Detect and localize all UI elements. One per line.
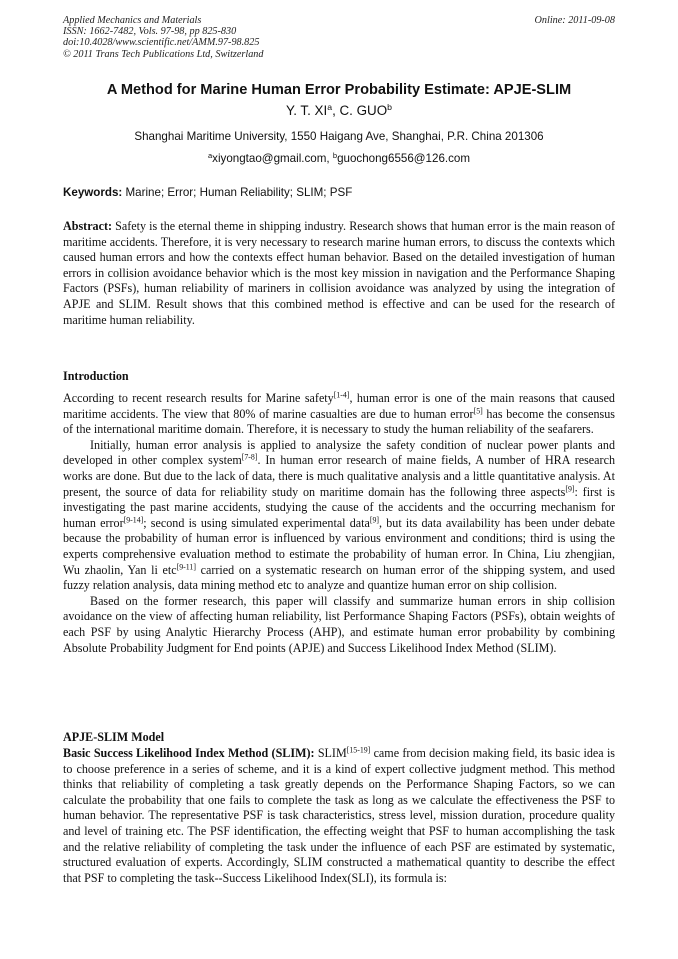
- text: According to recent research results for Marine safety: [63, 391, 334, 405]
- subsection-label: Basic Success Likelihood Index Method (SLIM):: [63, 746, 315, 760]
- keywords: [63, 186, 352, 200]
- online-date: Online: 2011-09-08: [534, 15, 615, 26]
- text: has become the consensus of the international maritime domain. Therefore, it is necessary to study the human reliability of the seafarers.: [63, 406, 615, 437]
- text: ; second is using simulated experimental data: [143, 515, 370, 530]
- citation: [5]: [473, 406, 483, 416]
- author-list: [0, 102, 678, 119]
- email-mark: a: [207, 150, 213, 160]
- journal-name: Applied Mechanics and Materials: [63, 15, 202, 26]
- text: SLIM: [314, 746, 347, 760]
- journal-header: [63, 15, 263, 60]
- section-heading-apje-slim-model: APJE-SLIM Model: [63, 730, 165, 744]
- text: : first is investigating the past marine accidents, studying the cause of the accidents and the occurring mechanism for human error: [63, 484, 615, 530]
- paper-title: A Method for Marine Human Error Probability Estimate: APJE-SLIM: [106, 82, 572, 98]
- citation: [9-11]: [176, 562, 196, 572]
- keywords-text: Marine; Error; Human Reliability; SLIM; PSF: [122, 186, 353, 199]
- copyright-line: © 2011 Trans Tech Publications Ltd, Switzerland: [63, 48, 264, 60]
- issn-line: ISSN: 1662-7482, Vols. 97-98, pp 825-830: [63, 26, 237, 38]
- affiliation: Shanghai Maritime University, 1550 Haigang Ave, Shanghai, P.R. China 201306: [134, 130, 544, 143]
- citation: [9]: [369, 515, 380, 525]
- text: , human error is one of the main reasons that caused maritime accidents. The view that 80% of marine casualties are due to human error: [63, 391, 615, 421]
- text: Initially, human error analysis is applied to analysize the safety condition of nuclear power plants and developed in other complex system: [63, 437, 615, 468]
- section-heading-introduction: Introduction: [63, 369, 129, 383]
- author-separator: ,: [332, 103, 340, 118]
- paragraph: Based on the former research, this paper will classify and summarize human errors in ship collision avoidance on the view of affecting human reliability, list Performance Shaping Factors (PSFs), obtain weights of each PSF by using Analytic Hierarchy Process (AHP), and estimate human error probability by combining Absolute Probability Judgment for End points (APJE) and Success Likelihood Index Method (SLIM).: [63, 593, 615, 655]
- email-mark: b: [332, 150, 338, 160]
- text: carried on a systematic research on human error of the shipping system, and used fuzzy relation analysis, data mining method etc to analyze and quantize human error on ship collision.: [63, 562, 615, 593]
- email-address[interactable]: guochong6556@126.com: [337, 152, 471, 165]
- citation: [9]: [565, 484, 575, 494]
- email-address[interactable]: xiyongtao@gmail.com: [212, 152, 327, 165]
- paragraph: [63, 746, 615, 886]
- citation: [1-4]: [333, 390, 350, 400]
- email-separator: ,: [326, 152, 333, 165]
- citation: [7-8]: [241, 453, 258, 463]
- citation: [9-14]: [123, 515, 144, 525]
- abstract-text: Safety is the eternal theme in shipping industry. Research shows that human error is the main reason of maritime accidents. Therefore, it is very necessary to research marine human errors, to discuss the contexts which caused human errors and how the contexts effect human behavior. Based on the detailed investigation of human errors in collision avoidance behavior which is the most key mission in navigation and the Performance Shaping Factors (PSFs), human reliability of mariners in collision avoidance was analyzed by using the integration of APJE and SLIM. Result shows that this combined method is effective and can be used for the research of maritime human reliability.: [63, 219, 615, 327]
- author-mark: a: [327, 102, 333, 113]
- email-list: [0, 152, 678, 166]
- author-name: C. GUO: [339, 103, 388, 118]
- introduction-body: [63, 391, 615, 656]
- text: , but its data availability has been under debate because the probability of human error is influenced by various environment and conditions; third is using the experts comprehensive evaluation method to estimate the probability of human error. In China, Liu zhengjian, Wu zhaolin, Yan li etc: [63, 515, 616, 577]
- model-body: [63, 746, 615, 886]
- keywords-label: Keywords:: [63, 186, 123, 199]
- doi-line: doi:10.4028/www.scientific.net/AMM.97-98.825: [63, 37, 260, 49]
- author-name: Y. T. XI: [286, 103, 328, 118]
- author-mark: b: [387, 102, 392, 113]
- abstract-label: Abstract:: [63, 219, 113, 233]
- paragraph: [63, 438, 615, 594]
- paragraph: [63, 391, 615, 438]
- text: came from decision making field, its basic idea is to choose preference in a series of scheme, and it is a kind of expert collective judgment method. This method thinks that reliability of completing a task greatly depends on the Performance Shaping Factors, so we can calculate the probability that one fails to complete the task as long as we calculate the effectiveness the PSF to human behavior. The representative PSF is task characteristics, stress level, mission duration, procedure quality and level of training etc. The PSF identification, the effecting weight that PSF to human accomplishing the task and the relative reliability of completing the task under the influence of each PSF are estimated by systematic, structured evaluation of experts. Accordingly, SLIM constructed a mathematical quantity to describe the effect that PSF to completing the task--Success Likelihood Index(SLI), its formula is:: [63, 746, 616, 885]
- text: . In human error research of maine fields, A number of HRA research works are done. But due to the lack of data, there is much qualitative analysis and a little quantitative analysis. At present, the source of data for reliability study on maritime domain has the following three aspects: [63, 453, 615, 499]
- abstract: [63, 219, 615, 328]
- citation: [15-19]: [346, 745, 371, 755]
